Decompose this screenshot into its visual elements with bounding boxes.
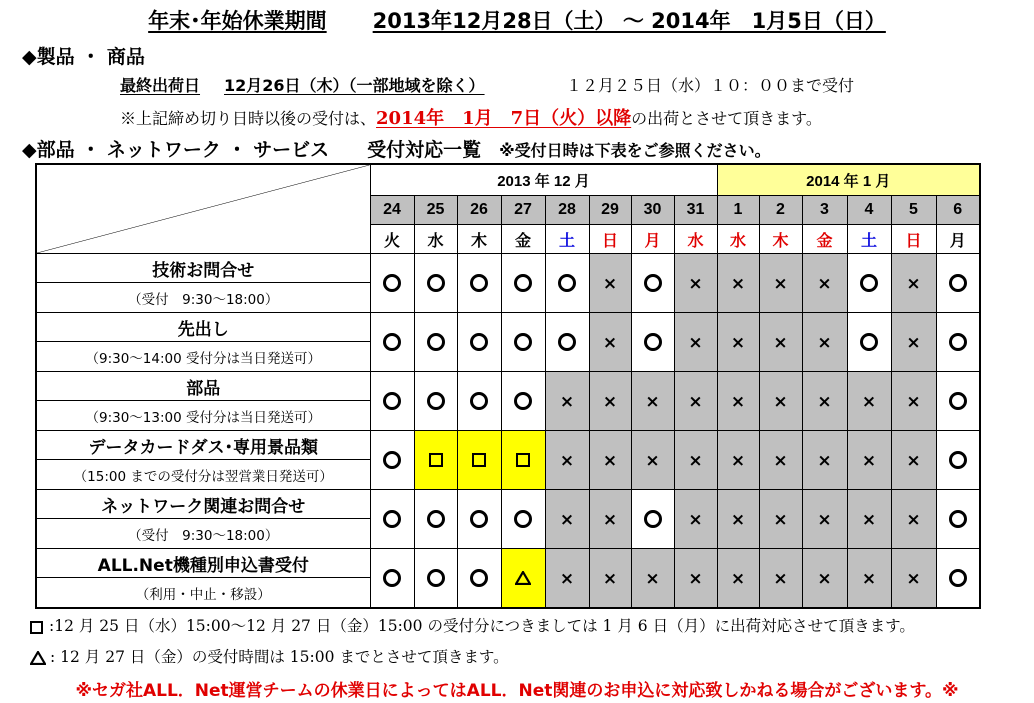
closed-cell	[589, 313, 631, 372]
day-number: 4	[847, 196, 891, 225]
circle-icon	[427, 333, 445, 351]
cross-icon: ×	[817, 450, 832, 471]
square-note: :12 月 25 日（水）15:00～12 月 27 日（金）15:00 の受付分につきましては 1 月 6 日（月）に出荷対応させて頂きます。	[49, 617, 915, 635]
page-title	[0, 5, 1034, 35]
closed-cell	[631, 549, 674, 609]
cross-icon: ×	[773, 332, 788, 353]
closed-cell	[545, 490, 589, 549]
available-cell	[847, 254, 891, 313]
cross-icon: ×	[773, 273, 788, 294]
cross-icon: ×	[602, 509, 618, 530]
cross-icon: ×	[688, 332, 703, 353]
month-header-dec: 2013 年 12 月	[370, 164, 717, 196]
weekday: 木	[457, 225, 501, 254]
cross-icon: ×	[817, 568, 832, 589]
circle-icon	[949, 274, 967, 292]
circle-icon	[558, 333, 576, 351]
cross-icon: ×	[559, 450, 575, 471]
closed-cell	[847, 372, 891, 431]
closed-cell	[802, 549, 847, 609]
available-cell	[457, 372, 501, 431]
available-cell	[631, 313, 674, 372]
cross-icon: ×	[688, 509, 703, 530]
cross-icon: ×	[602, 273, 618, 294]
closed-cell	[759, 431, 802, 490]
triangle-icon	[515, 571, 531, 585]
accept-deadline: １２月２５日（水）１０：００まで受付	[566, 76, 855, 95]
circle-icon	[470, 392, 488, 410]
available-cell	[936, 372, 980, 431]
closed-cell	[891, 313, 936, 372]
products-heading: ◆製品 ・ 商品	[22, 46, 145, 68]
circle-icon	[644, 333, 662, 351]
available-cell	[936, 313, 980, 372]
circle-icon	[514, 333, 532, 351]
closed-cell	[674, 490, 717, 549]
closed-cell	[759, 372, 802, 431]
holiday-period-dates: 2013年12月28日（土） ～ 2014年 1月5日（日）	[372, 9, 886, 33]
weekday: 日	[891, 225, 936, 254]
closed-cell	[674, 372, 717, 431]
available-cell	[370, 431, 414, 490]
closed-cell	[802, 431, 847, 490]
day-number: 2	[759, 196, 802, 225]
cross-icon: ×	[602, 568, 618, 589]
cross-icon: ×	[688, 273, 703, 294]
day-number: 6	[936, 196, 980, 225]
service-name: 部品	[36, 372, 370, 401]
service-name: データカードダス･専用景品類	[36, 431, 370, 460]
circle-icon	[470, 274, 488, 292]
available-cell	[457, 313, 501, 372]
last-ship-label: 最終出荷日	[120, 76, 201, 95]
closed-cell	[891, 490, 936, 549]
service-hours: （受付 9:30～18:00）	[36, 283, 370, 313]
circle-icon	[949, 333, 967, 351]
cross-icon: ×	[906, 391, 921, 412]
circle-icon	[949, 451, 967, 469]
weekday: 水	[674, 225, 717, 254]
available-cell	[501, 313, 545, 372]
available-cell	[370, 254, 414, 313]
day-number: 30	[631, 196, 674, 225]
weekday: 日	[589, 225, 631, 254]
closed-cell	[589, 431, 631, 490]
circle-icon	[949, 510, 967, 528]
circle-icon	[644, 510, 662, 528]
square-cell	[414, 431, 457, 490]
available-cell	[414, 254, 457, 313]
weekday: 水	[717, 225, 759, 254]
cross-icon: ×	[730, 391, 746, 412]
circle-icon	[558, 274, 576, 292]
cross-icon: ×	[861, 568, 877, 589]
circle-icon	[514, 274, 532, 292]
closed-cell	[589, 549, 631, 609]
cross-icon: ×	[861, 509, 877, 530]
circle-icon	[514, 392, 532, 410]
triangle-note-row	[30, 645, 509, 667]
closed-cell	[759, 313, 802, 372]
cross-icon: ×	[773, 509, 788, 530]
cross-icon: ×	[730, 332, 746, 353]
circle-icon	[470, 510, 488, 528]
service-hours: （9:30～14:00 受付分は当日発送可）	[36, 342, 370, 372]
weekday: 土	[847, 225, 891, 254]
day-number: 27	[501, 196, 545, 225]
available-cell	[501, 254, 545, 313]
cross-icon: ×	[817, 273, 832, 294]
circle-icon	[470, 333, 488, 351]
diagonal-line	[37, 165, 370, 253]
cross-icon: ×	[730, 568, 746, 589]
available-cell	[370, 313, 414, 372]
available-cell	[545, 313, 589, 372]
closed-cell	[891, 254, 936, 313]
closed-cell	[847, 549, 891, 609]
weekday: 金	[501, 225, 545, 254]
service-hours: （9:30～13:00 受付分は当日発送可）	[36, 401, 370, 431]
cross-icon: ×	[688, 450, 703, 471]
circle-icon	[427, 274, 445, 292]
available-cell	[631, 254, 674, 313]
weekday: 土	[545, 225, 589, 254]
square-symbol-icon	[30, 621, 43, 634]
closed-cell	[847, 431, 891, 490]
available-cell	[414, 372, 457, 431]
closed-cell	[717, 549, 759, 609]
closed-cell	[674, 549, 717, 609]
available-cell	[936, 254, 980, 313]
cross-icon: ×	[817, 332, 832, 353]
cross-icon: ×	[817, 509, 832, 530]
available-cell	[936, 490, 980, 549]
closed-cell	[674, 313, 717, 372]
cross-icon: ×	[906, 568, 921, 589]
closed-cell	[802, 254, 847, 313]
day-number: 5	[891, 196, 936, 225]
available-cell	[936, 431, 980, 490]
available-cell	[457, 549, 501, 609]
cross-icon: ×	[688, 391, 703, 412]
available-cell	[414, 549, 457, 609]
day-number: 28	[545, 196, 589, 225]
closed-cell	[759, 549, 802, 609]
service-name: 先出し	[36, 313, 370, 342]
cross-icon: ×	[730, 509, 746, 530]
closed-cell	[589, 490, 631, 549]
available-cell	[370, 372, 414, 431]
service-hours: （受付 9:30～18:00）	[36, 519, 370, 549]
available-cell	[631, 490, 674, 549]
weekday: 水	[414, 225, 457, 254]
closed-cell	[891, 549, 936, 609]
cross-icon: ×	[906, 509, 921, 530]
service-name: ネットワーク関連お問合せ	[36, 490, 370, 519]
closed-cell	[545, 372, 589, 431]
cross-icon: ×	[773, 450, 788, 471]
circle-icon	[383, 392, 401, 410]
service-name: ALL.Net機種別申込書受付	[36, 549, 370, 578]
square-icon	[472, 453, 486, 467]
circle-icon	[470, 569, 488, 587]
available-cell	[545, 254, 589, 313]
weekday: 火	[370, 225, 414, 254]
square-icon	[429, 453, 443, 467]
closed-cell	[717, 490, 759, 549]
circle-icon	[383, 510, 401, 528]
available-cell	[414, 490, 457, 549]
circle-icon	[427, 569, 445, 587]
weekday: 月	[936, 225, 980, 254]
closed-cell	[759, 254, 802, 313]
service-hours: （利用・中止・移設）	[36, 578, 370, 609]
cross-icon: ×	[773, 568, 788, 589]
closed-cell	[891, 431, 936, 490]
cross-icon: ×	[906, 332, 921, 353]
closed-cell	[631, 372, 674, 431]
cross-icon: ×	[559, 391, 575, 412]
circle-icon	[860, 333, 878, 351]
available-cell	[414, 313, 457, 372]
products-note-after: の出荷とさせて頂きます。	[631, 109, 822, 128]
parts-heading: ◆部品 ・ ネットワーク ・ サービス 受付対応一覧	[22, 139, 482, 161]
closed-cell	[717, 254, 759, 313]
closed-cell	[802, 372, 847, 431]
closed-cell	[759, 490, 802, 549]
closed-cell	[847, 490, 891, 549]
square-cell	[457, 431, 501, 490]
cross-icon: ×	[817, 391, 832, 412]
parts-heading-note: ※受付日時は下表をご参照ください。	[499, 141, 771, 160]
header-corner	[36, 164, 370, 254]
circle-icon	[514, 510, 532, 528]
service-name: 技術お問合せ	[36, 254, 370, 283]
triangle-note: : 12 月 27 日（金）の受付時間は 15:00 までとさせて頂きます。	[50, 648, 509, 666]
day-number: 26	[457, 196, 501, 225]
closed-cell	[545, 549, 589, 609]
available-cell	[936, 549, 980, 609]
closed-cell	[802, 490, 847, 549]
cross-icon: ×	[730, 450, 746, 471]
circle-icon	[427, 392, 445, 410]
cross-icon: ×	[645, 450, 660, 471]
available-cell	[501, 372, 545, 431]
square-cell	[501, 431, 545, 490]
closed-cell	[717, 372, 759, 431]
closed-cell	[674, 431, 717, 490]
square-icon	[516, 453, 530, 467]
closed-cell	[631, 431, 674, 490]
closed-cell	[891, 372, 936, 431]
service-hours: （15:00 までの受付分は翌営業日発送可）	[36, 460, 370, 490]
triangle-symbol-icon	[30, 651, 46, 665]
closed-cell	[674, 254, 717, 313]
triangle-cell	[501, 549, 545, 609]
day-number: 24	[370, 196, 414, 225]
cross-icon: ×	[688, 568, 703, 589]
weekday: 月	[631, 225, 674, 254]
available-cell	[457, 254, 501, 313]
closed-cell	[589, 372, 631, 431]
cross-icon: ×	[645, 391, 660, 412]
closed-cell	[717, 431, 759, 490]
available-cell	[847, 313, 891, 372]
day-number: 29	[589, 196, 631, 225]
weekday: 木	[759, 225, 802, 254]
cross-icon: ×	[730, 273, 746, 294]
closed-cell	[545, 431, 589, 490]
weekday: 金	[802, 225, 847, 254]
circle-icon	[949, 392, 967, 410]
closed-cell	[802, 313, 847, 372]
circle-icon	[383, 451, 401, 469]
schedule-table	[35, 163, 981, 609]
circle-icon	[383, 333, 401, 351]
holiday-period-label: 年末･年始休業期間	[148, 9, 327, 33]
cross-icon: ×	[559, 509, 575, 530]
square-note-row	[30, 614, 915, 636]
cross-icon: ×	[773, 391, 788, 412]
cross-icon: ×	[645, 568, 660, 589]
cross-icon: ×	[602, 450, 618, 471]
cross-icon: ×	[861, 450, 877, 471]
cross-icon: ×	[559, 568, 575, 589]
last-ship-row	[120, 73, 485, 96]
cross-icon: ×	[602, 391, 618, 412]
circle-icon	[427, 510, 445, 528]
closed-cell	[589, 254, 631, 313]
cross-icon: ×	[906, 273, 921, 294]
day-number: 25	[414, 196, 457, 225]
closed-cell	[717, 313, 759, 372]
products-note-date: 2014年 1月 7日（火）以降	[376, 108, 632, 129]
products-note	[120, 104, 822, 130]
cross-icon: ×	[906, 450, 921, 471]
circle-icon	[860, 274, 878, 292]
products-note-before: ※上記締め切り日時以後の受付は、	[120, 109, 377, 128]
cross-icon: ×	[861, 391, 877, 412]
month-header-jan: 2014 年 1 月	[717, 164, 980, 196]
available-cell	[501, 490, 545, 549]
cross-icon: ×	[602, 332, 618, 353]
day-number: 1	[717, 196, 759, 225]
circle-icon	[383, 274, 401, 292]
day-number: 3	[802, 196, 847, 225]
available-cell	[370, 490, 414, 549]
circle-icon	[383, 569, 401, 587]
circle-icon	[949, 569, 967, 587]
last-ship-date: 12月26日（木）（一部地域を除く）	[224, 76, 485, 95]
available-cell	[457, 490, 501, 549]
allnet-warning: ※セガ社ALL．Net運営チームの休業日によってはALL．Net関連のお申込に対応致しかねる場合がございます。※	[75, 681, 959, 701]
circle-icon	[644, 274, 662, 292]
parts-heading-row	[22, 135, 771, 162]
day-number: 31	[674, 196, 717, 225]
available-cell	[370, 549, 414, 609]
